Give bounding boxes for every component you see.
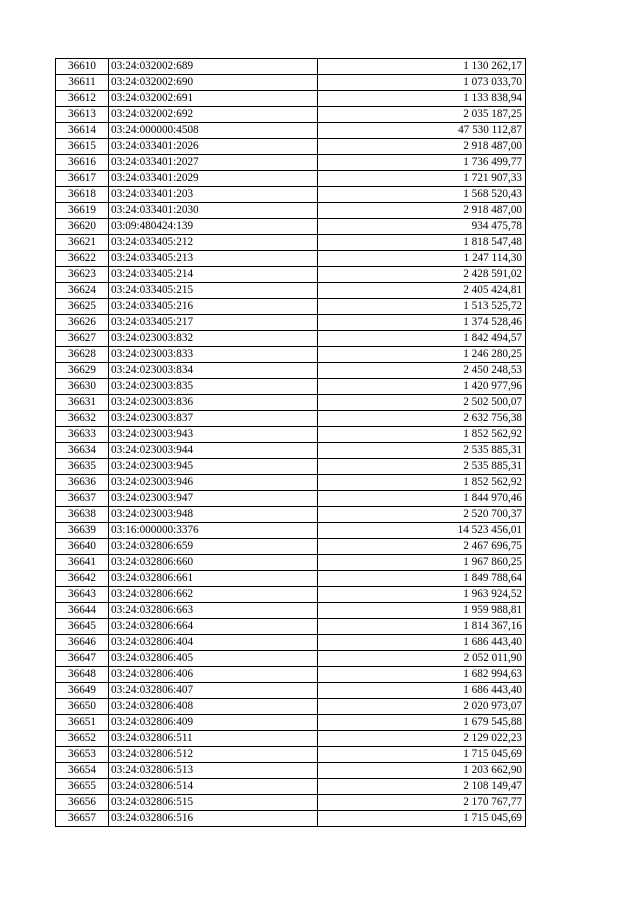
table-row [56, 571, 526, 587]
cadastral-number-cell: 03:24:032806:405 [109, 651, 318, 667]
table-row [56, 811, 526, 827]
cadastral-number-cell: 03:24:033401:2030 [109, 203, 318, 219]
value-cell: 1 963 924,52 [318, 587, 526, 603]
table-row [56, 747, 526, 763]
value-cell: 2 129 022,23 [318, 731, 526, 747]
cadastral-value-table [55, 58, 526, 827]
cadastral-number-cell: 03:24:032806:406 [109, 667, 318, 683]
value-cell: 2 052 011,90 [318, 651, 526, 667]
cadastral-number-cell: 03:24:033405:216 [109, 299, 318, 315]
table-row [56, 635, 526, 651]
cadastral-number-cell: 03:24:033405:214 [109, 267, 318, 283]
cadastral-number-cell: 03:24:032806:664 [109, 619, 318, 635]
row-number-cell: 36652 [56, 731, 109, 747]
row-number-cell: 36656 [56, 795, 109, 811]
cadastral-number-cell: 03:24:023003:948 [109, 507, 318, 523]
row-number-cell: 36637 [56, 491, 109, 507]
value-cell: 1 679 545,88 [318, 715, 526, 731]
cadastral-number-cell: 03:24:032002:691 [109, 91, 318, 107]
value-cell: 1 682 994,63 [318, 667, 526, 683]
table-row [56, 715, 526, 731]
value-cell: 1 715 045,69 [318, 811, 526, 827]
value-cell: 1 073 033,70 [318, 75, 526, 91]
table-row [56, 59, 526, 75]
cadastral-number-cell: 03:24:033401:2027 [109, 155, 318, 171]
value-cell: 2 405 424,81 [318, 283, 526, 299]
value-cell: 1 133 838,94 [318, 91, 526, 107]
value-cell: 2 450 248,53 [318, 363, 526, 379]
cadastral-number-cell: 03:24:023003:944 [109, 443, 318, 459]
row-number-cell: 36621 [56, 235, 109, 251]
table-row [56, 315, 526, 331]
cadastral-number-cell: 03:24:032806:663 [109, 603, 318, 619]
table-row [56, 171, 526, 187]
cadastral-number-cell: 03:24:032806:408 [109, 699, 318, 715]
table-row [56, 75, 526, 91]
row-number-cell: 36647 [56, 651, 109, 667]
table-row [56, 155, 526, 171]
table-row [56, 379, 526, 395]
table-row [56, 779, 526, 795]
row-number-cell: 36648 [56, 667, 109, 683]
row-number-cell: 36630 [56, 379, 109, 395]
cadastral-number-cell: 03:24:032806:515 [109, 795, 318, 811]
cadastral-number-cell: 03:24:033401:2029 [109, 171, 318, 187]
cadastral-number-cell: 03:24:000000:4508 [109, 123, 318, 139]
value-cell: 1 420 977,96 [318, 379, 526, 395]
table-row [56, 251, 526, 267]
cadastral-number-cell: 03:24:032806:404 [109, 635, 318, 651]
table-row [56, 651, 526, 667]
value-cell: 934 475,78 [318, 219, 526, 235]
value-cell: 2 632 756,38 [318, 411, 526, 427]
cadastral-number-cell: 03:24:023003:835 [109, 379, 318, 395]
row-number-cell: 36627 [56, 331, 109, 347]
table-row [56, 459, 526, 475]
cadastral-number-cell: 03:24:023003:947 [109, 491, 318, 507]
table-row [56, 699, 526, 715]
table-row [56, 667, 526, 683]
table-row [56, 555, 526, 571]
cadastral-number-cell: 03:24:032002:690 [109, 75, 318, 91]
table-row [56, 347, 526, 363]
row-number-cell: 36645 [56, 619, 109, 635]
row-number-cell: 36629 [56, 363, 109, 379]
value-cell: 1 130 262,17 [318, 59, 526, 75]
table-row [56, 683, 526, 699]
table-row [56, 363, 526, 379]
cadastral-number-cell: 03:24:023003:833 [109, 347, 318, 363]
row-number-cell: 36628 [56, 347, 109, 363]
cadastral-number-cell: 03:24:032806:516 [109, 811, 318, 827]
cadastral-number-cell: 03:24:023003:834 [109, 363, 318, 379]
row-number-cell: 36646 [56, 635, 109, 651]
value-cell: 47 530 112,87 [318, 123, 526, 139]
row-number-cell: 36641 [56, 555, 109, 571]
value-cell: 1 852 562,92 [318, 475, 526, 491]
value-cell: 1 247 114,30 [318, 251, 526, 267]
cadastral-number-cell: 03:24:033405:215 [109, 283, 318, 299]
value-cell: 2 428 591,02 [318, 267, 526, 283]
table-row [56, 603, 526, 619]
table-row [56, 539, 526, 555]
row-number-cell: 36655 [56, 779, 109, 795]
table-row [56, 139, 526, 155]
row-number-cell: 36642 [56, 571, 109, 587]
value-cell: 1 568 520,43 [318, 187, 526, 203]
row-number-cell: 36657 [56, 811, 109, 827]
cadastral-number-cell: 03:24:032806:659 [109, 539, 318, 555]
cadastral-number-cell: 03:24:032002:689 [109, 59, 318, 75]
table-row [56, 731, 526, 747]
cadastral-number-cell: 03:24:032806:512 [109, 747, 318, 763]
value-cell: 2 535 885,31 [318, 459, 526, 475]
value-cell: 2 520 700,37 [318, 507, 526, 523]
row-number-cell: 36635 [56, 459, 109, 475]
value-cell: 1 203 662,90 [318, 763, 526, 779]
value-cell: 1 721 907,33 [318, 171, 526, 187]
row-number-cell: 36638 [56, 507, 109, 523]
row-number-cell: 36650 [56, 699, 109, 715]
row-number-cell: 36616 [56, 155, 109, 171]
table-row [56, 443, 526, 459]
row-number-cell: 36617 [56, 171, 109, 187]
value-cell: 1 814 367,16 [318, 619, 526, 635]
table-row [56, 267, 526, 283]
table-row [56, 91, 526, 107]
cadastral-number-cell: 03:24:023003:943 [109, 427, 318, 443]
cadastral-number-cell: 03:24:023003:836 [109, 395, 318, 411]
row-number-cell: 36623 [56, 267, 109, 283]
table-row [56, 411, 526, 427]
row-number-cell: 36649 [56, 683, 109, 699]
row-number-cell: 36610 [56, 59, 109, 75]
row-number-cell: 36643 [56, 587, 109, 603]
value-cell: 2 502 500,07 [318, 395, 526, 411]
row-number-cell: 36611 [56, 75, 109, 91]
cadastral-number-cell: 03:24:032806:662 [109, 587, 318, 603]
cadastral-number-cell: 03:24:032806:407 [109, 683, 318, 699]
table-row [56, 107, 526, 123]
value-cell: 1 852 562,92 [318, 427, 526, 443]
value-cell: 1 967 860,25 [318, 555, 526, 571]
row-number-cell: 36640 [56, 539, 109, 555]
cadastral-number-cell: 03:24:032806:511 [109, 731, 318, 747]
row-number-cell: 36631 [56, 395, 109, 411]
row-number-cell: 36625 [56, 299, 109, 315]
table-row [56, 283, 526, 299]
row-number-cell: 36619 [56, 203, 109, 219]
table-row [56, 203, 526, 219]
row-number-cell: 36632 [56, 411, 109, 427]
value-cell: 1 736 499,77 [318, 155, 526, 171]
table-row [56, 491, 526, 507]
row-number-cell: 36613 [56, 107, 109, 123]
row-number-cell: 36639 [56, 523, 109, 539]
cadastral-number-cell: 03:24:023003:946 [109, 475, 318, 491]
table-row [56, 475, 526, 491]
value-cell: 2 020 973,07 [318, 699, 526, 715]
cadastral-number-cell: 03:24:033405:213 [109, 251, 318, 267]
row-number-cell: 36622 [56, 251, 109, 267]
table-row [56, 795, 526, 811]
value-cell: 2 918 487,00 [318, 139, 526, 155]
table-row [56, 331, 526, 347]
value-cell: 1 715 045,69 [318, 747, 526, 763]
value-cell: 1 959 988,81 [318, 603, 526, 619]
table-row [56, 507, 526, 523]
row-number-cell: 36633 [56, 427, 109, 443]
row-number-cell: 36653 [56, 747, 109, 763]
cadastral-number-cell: 03:24:032806:660 [109, 555, 318, 571]
value-cell: 2 535 885,31 [318, 443, 526, 459]
table-row [56, 395, 526, 411]
table-row [56, 299, 526, 315]
value-cell: 1 374 528,46 [318, 315, 526, 331]
table-row [56, 763, 526, 779]
value-cell: 2 918 487,00 [318, 203, 526, 219]
row-number-cell: 36614 [56, 123, 109, 139]
table-row [56, 619, 526, 635]
value-cell: 1 513 525,72 [318, 299, 526, 315]
row-number-cell: 36651 [56, 715, 109, 731]
value-cell: 1 686 443,40 [318, 683, 526, 699]
cadastral-number-cell: 03:24:032002:692 [109, 107, 318, 123]
row-number-cell: 36612 [56, 91, 109, 107]
value-cell: 1 246 280,25 [318, 347, 526, 363]
cadastral-number-cell: 03:24:033401:203 [109, 187, 318, 203]
value-cell: 2 035 187,25 [318, 107, 526, 123]
cadastral-number-cell: 03:16:000000:3376 [109, 523, 318, 539]
cadastral-number-cell: 03:24:032806:661 [109, 571, 318, 587]
cadastral-number-cell: 03:24:023003:945 [109, 459, 318, 475]
row-number-cell: 36654 [56, 763, 109, 779]
table-row [56, 523, 526, 539]
row-number-cell: 36644 [56, 603, 109, 619]
cadastral-number-cell: 03:24:023003:832 [109, 331, 318, 347]
value-cell: 2 467 696,75 [318, 539, 526, 555]
value-cell: 1 849 788,64 [318, 571, 526, 587]
table-row [56, 187, 526, 203]
value-cell: 1 842 494,57 [318, 331, 526, 347]
row-number-cell: 36618 [56, 187, 109, 203]
row-number-cell: 36634 [56, 443, 109, 459]
value-cell: 1 686 443,40 [318, 635, 526, 651]
cadastral-number-cell: 03:24:033405:217 [109, 315, 318, 331]
row-number-cell: 36620 [56, 219, 109, 235]
cadastral-number-cell: 03:24:032806:514 [109, 779, 318, 795]
table-body [56, 59, 526, 827]
value-cell: 2 108 149,47 [318, 779, 526, 795]
row-number-cell: 36636 [56, 475, 109, 491]
value-cell: 2 170 767,77 [318, 795, 526, 811]
cadastral-number-cell: 03:09:480424:139 [109, 219, 318, 235]
row-number-cell: 36626 [56, 315, 109, 331]
table-row [56, 587, 526, 603]
row-number-cell: 36615 [56, 139, 109, 155]
cadastral-number-cell: 03:24:032806:513 [109, 763, 318, 779]
table-row [56, 123, 526, 139]
value-cell: 14 523 456,01 [318, 523, 526, 539]
table-row [56, 235, 526, 251]
table-row [56, 219, 526, 235]
cadastral-number-cell: 03:24:023003:837 [109, 411, 318, 427]
cadastral-number-cell: 03:24:032806:409 [109, 715, 318, 731]
value-cell: 1 818 547,48 [318, 235, 526, 251]
value-cell: 1 844 970,46 [318, 491, 526, 507]
table-row [56, 427, 526, 443]
cadastral-number-cell: 03:24:033405:212 [109, 235, 318, 251]
cadastral-number-cell: 03:24:033401:2026 [109, 139, 318, 155]
row-number-cell: 36624 [56, 283, 109, 299]
